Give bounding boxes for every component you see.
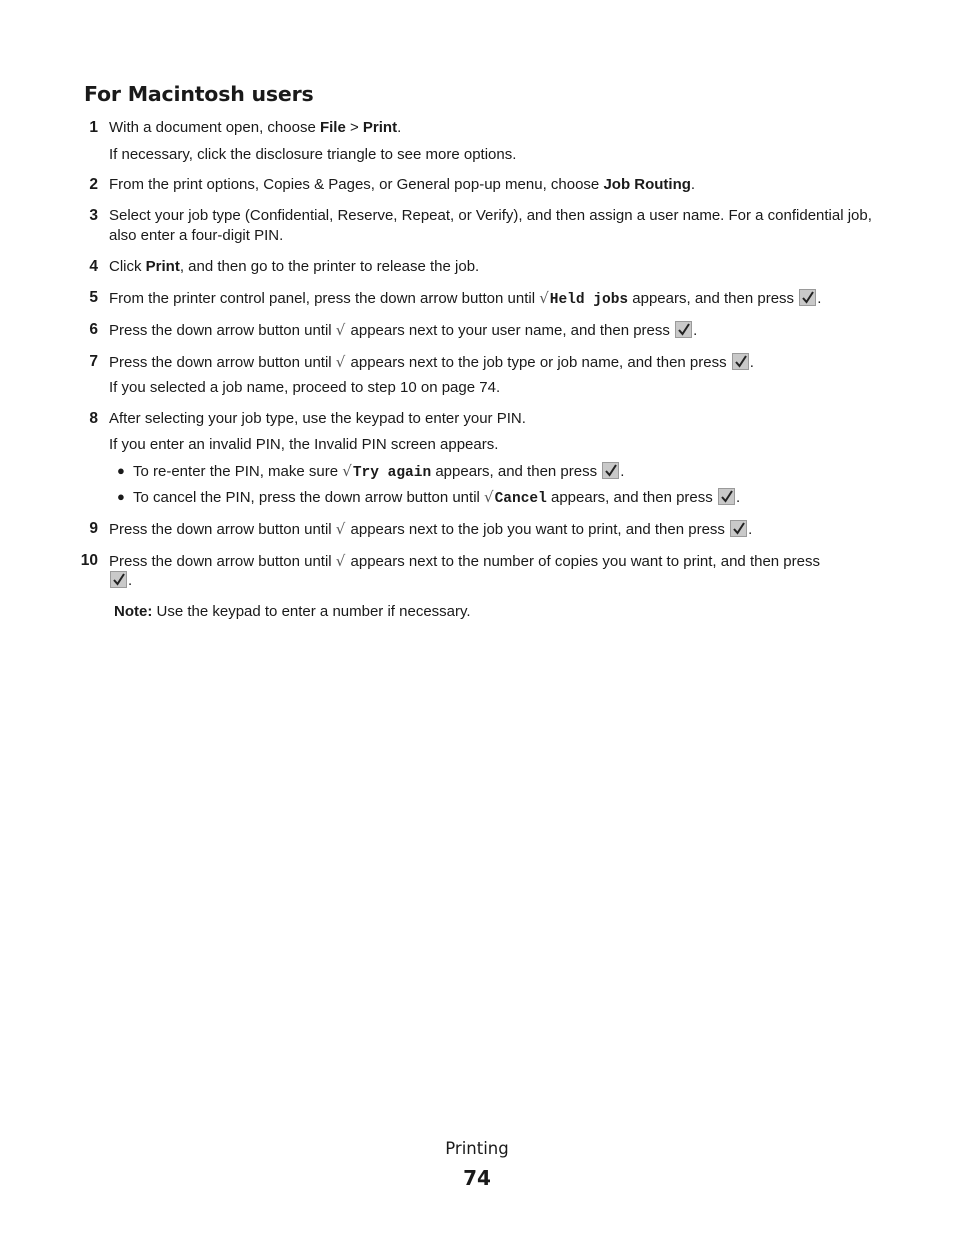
step-number: 3 [89,207,98,224]
select-checkmark-icon [110,571,127,588]
check-mark-icon: √ [335,552,346,570]
select-checkmark-icon [675,321,692,338]
job-routing-label: Job Routing [603,176,691,193]
step-number: 5 [89,289,98,306]
page: For Macintosh users 1 With a document open, choose File > Print. If necessary, click the disclosure triangle to see more options. 2 From the print options, Copies & Pages, or General pop-up menu, choose Job Routing. 3 Select your job type (Confidential, Reserve, Repeat, or Verify), and then assign a user name. For a confidential job, also enter a four-digit PIN. 4 Click Print, and then go to the printer to release the job. 5 From the printer control panel, press the down arrow button until √Held jobs appears, and then press . 6 Press the down arrow button until √ appears next to your user name, and then press . 7 Press the down arrow button until √ appears next to the job type or job name, and then press . If you selected a job name, proceed to step 10 on page 74. 8 After selecting your job type, use the keypad to enter your PIN. If you enter an invalid PIN, the Invalid PIN screen appears. ● To re-enter the PIN, make sure √Try again appears, and then press . ● To cancel the PIN, press the down arrow button until √Cancel appears, and then press . 9 Press the down arrow button until √ appears next to the job you want to print, and then press . 10 Press the down arrow button until √ appears next to the number of copies you want to print, and then press . Note: Use the keypad to enter a number if necessary. Printing 74 [0,0,954,1235]
menu-print: Print [362,119,398,136]
check-mark-icon: √ [335,520,346,538]
try-again-label: Try again [352,465,432,481]
menu-file: File [319,119,346,136]
held-jobs-label: Held jobs [549,292,629,308]
select-checkmark-icon [718,488,735,505]
bullet-icon: ● [117,489,125,504]
footer-section-title: Printing [445,1139,509,1158]
page-heading: For Macintosh users [84,82,314,106]
step-number: 6 [89,321,98,338]
check-mark-icon: √ [335,321,346,339]
select-checkmark-icon [730,520,747,537]
check-mark-icon: √ [342,462,352,480]
step-number: 10 [80,552,98,569]
step-number: 7 [89,353,98,370]
select-checkmark-icon [732,353,749,370]
check-mark-icon: √ [484,488,494,506]
step-8-note: If you enter an invalid PIN, the Invalid PIN screen appears. [109,436,499,453]
select-checkmark-icon [602,462,619,479]
step-10-note: Note: Use the keypad to enter a number if necessary. [114,603,471,620]
note-label: Note: [114,603,153,620]
step-number: 2 [89,176,98,193]
step-number: 8 [89,410,98,427]
step-number: 4 [89,258,98,275]
step-number: 1 [89,119,98,136]
cancel-label: Cancel [494,491,547,507]
check-mark-icon: √ [539,289,549,307]
step-7-note: If you selected a job name, proceed to step 10 on page 74. [109,379,501,396]
page-number: 74 [463,1166,491,1190]
step-10-continued: . [109,571,879,591]
step-1-note: If necessary, click the disclosure triangle to see more options. [109,146,517,163]
select-checkmark-icon [799,289,816,306]
bullet-icon: ● [117,463,125,478]
check-mark-icon: √ [335,353,346,371]
print-label: Print [145,258,180,275]
step-number: 9 [89,520,98,537]
